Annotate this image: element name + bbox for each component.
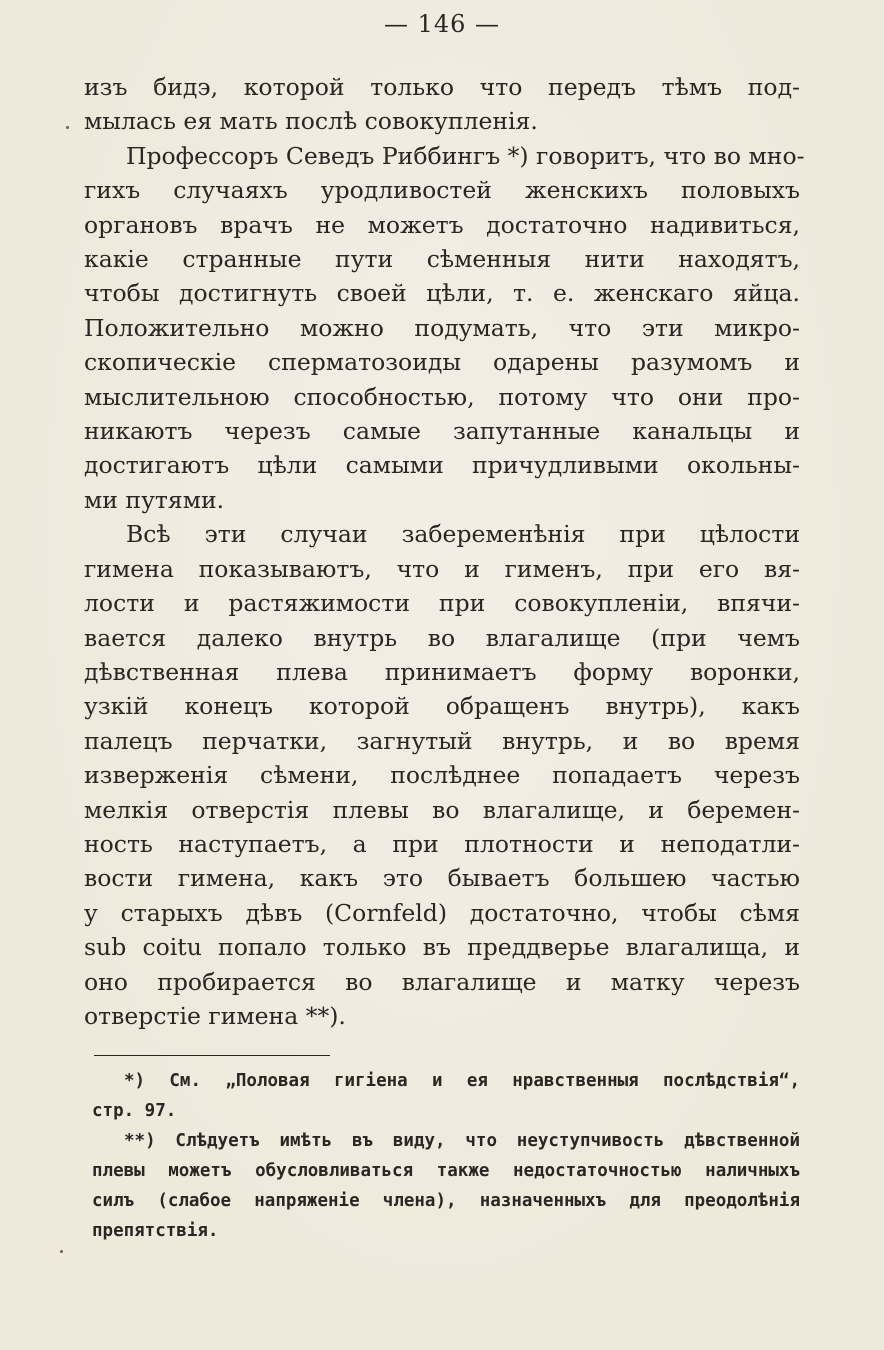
text-line: достигаютъ цѣли самыми причудливыми окольны- [84, 451, 800, 480]
footnote-line: **) Слѣдуетъ имѣть въ виду, что неуступчивость дѣвственной [124, 1131, 800, 1151]
footnotes [92, 1066, 800, 1246]
text-line: изверженія сѣмени, послѣднее попадаетъ черезъ [84, 761, 800, 790]
text-line: Всѣ эти случаи забеременѣнія при цѣлости [126, 520, 800, 549]
text-line: Профессоръ Севедъ Риббингъ *) говоритъ, что во мно- [126, 141, 805, 170]
text-line: узкій конецъ которой обращенъ внутрь), какъ [84, 692, 800, 721]
footnote-line: плевы можетъ обусловливаться также недостаточностью наличныхъ [92, 1161, 800, 1181]
text-line: никаютъ черезъ самые запутанные канальцы и [84, 417, 800, 446]
text-line: мыслительною способностью, потому что они про- [84, 382, 800, 411]
footnote-line: *) См. „Половая гигіена и ея нравственныя послѣдствія“, [124, 1071, 800, 1091]
footnote-line: стр. 97. [92, 1101, 177, 1121]
text-line: вается далеко внутрь во влагалище (при чемъ [84, 623, 800, 652]
text-line: мелкія отверстія плевы во влагалище, и беремен- [84, 795, 800, 824]
paper-speck [66, 126, 69, 129]
text-line: чтобы достигнуть своей цѣли, т. е. женскаго яйца. [84, 279, 800, 308]
paper-speck [60, 1250, 63, 1253]
text-line: палецъ перчатки, загнутый внутрь, и во время [84, 726, 800, 755]
text-line: ми путями. [84, 485, 225, 514]
text-line: у старыхъ дѣвъ (Cornfeld) достаточно, чтобы сѣмя [84, 898, 800, 927]
text-line: изъ бидэ, которой только что передъ тѣмъ под- [84, 73, 800, 101]
text-line: гихъ случаяхъ уродливостей женскихъ половыхъ [84, 176, 800, 205]
text-line: ность наступаетъ, а при плотности и неподатли- [84, 829, 800, 858]
text-line: Положительно можно подумать, что эти микро- [84, 313, 800, 342]
main-text [84, 70, 805, 1033]
footnote-line: силъ (слабое напряженіе члена), назначенныхъ для преодолѣнія [92, 1191, 800, 1211]
footnote-line: препятствія. [92, 1221, 219, 1241]
footnote-divider [94, 1055, 330, 1056]
text-line: какіе странные пути сѣменныя нити находятъ, [84, 245, 800, 274]
text-line: отверстіе гимена **). [84, 1001, 346, 1030]
text-line: скопическіе сперматозоиды одарены разумомъ и [84, 348, 800, 377]
text-line: оно пробирается во влагалище и матку черезъ [84, 967, 800, 996]
text-line: вости гимена, какъ это бываетъ большею частью [84, 864, 800, 893]
page-number: — 146 — [383, 10, 501, 38]
text-line: мылась ея мать послѣ совокупленія. [84, 107, 538, 136]
text-line: sub coitu попало только въ преддверье влагалища, и [84, 933, 800, 962]
text-line: дѣвственная плева принимаетъ форму воронки, [84, 657, 800, 686]
text-line: гимена показываютъ, что и гименъ, при его вя- [84, 554, 800, 583]
text-line: органовъ врачъ не можетъ достаточно надивиться, [84, 210, 800, 239]
text-line: лости и растяжимости при совокупленіи, впячи- [84, 589, 800, 618]
